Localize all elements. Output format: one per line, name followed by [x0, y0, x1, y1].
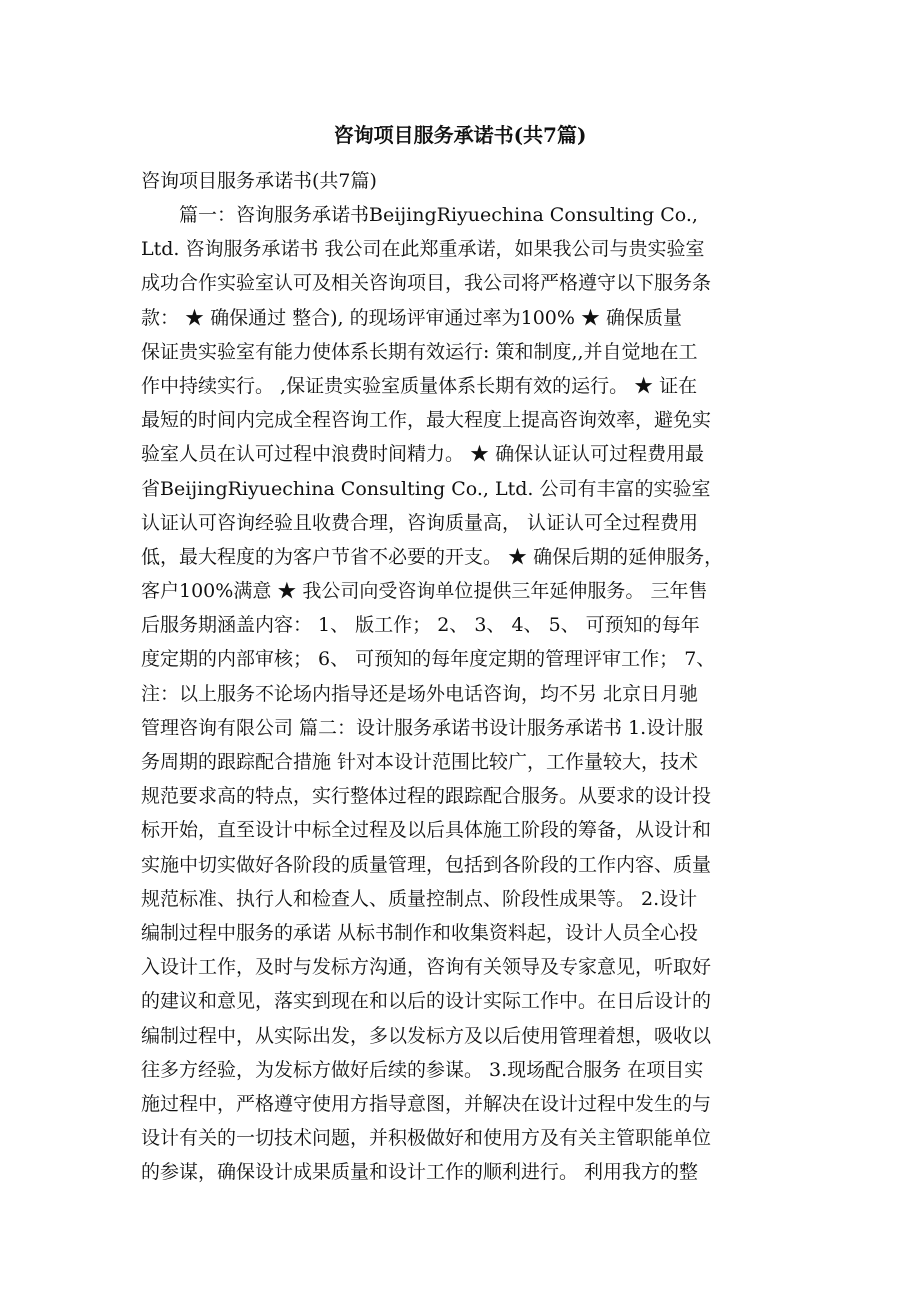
body-line: 入设计工作，及时与发标方沟通，咨询有关领导及专家意见，听取好: [141, 956, 712, 979]
body-line: 规范要求高的特点，实行整体过程的跟踪配合服务。从要求的设计投: [141, 785, 712, 808]
body-line: 设计有关的一切技术问题，并积极做好和使用方及有关主管职能单位: [141, 1127, 712, 1150]
body-line: 往多方经验，为发标方做好后续的参谋。 3.现场配合服务 在项目实: [141, 1058, 704, 1081]
body-line: 的建议和意见，落实到现在和以后的设计实际工作中。在日后设计的: [141, 990, 712, 1013]
body-line: 务周期的跟踪配合措施 针对本设计范围比较广，工作量较大，技术: [141, 751, 699, 773]
body-line: 验室人员在认可过程中浪费时间精力。 ★ 确保认证认可过程费用最: [141, 443, 705, 466]
document-body: [141, 198, 786, 1189]
body-line: 款： ★ 确保通过 整合), 的现场评审通过率为100% ★ 确保质量: [141, 306, 683, 329]
document-title: 咨询项目服务承诺书(共7篇): [333, 123, 587, 147]
body-line: 的参谋，确保设计成果质量和设计工作的顺利进行。 利用我方的整: [141, 1161, 699, 1184]
body-line: 最短的时间内完成全程咨询工作，最大程度上提高咨询效率，避免实: [141, 409, 712, 432]
body-line: 认证认可咨询经验且收费合理，咨询质量高， 认证认可全过程费用: [141, 511, 699, 534]
body-line: 作中持续实行。 ,保证贵实验室质量体系长期有效的运行。 ★ 证在: [141, 374, 698, 397]
body-line: 后服务期涵盖内容： 1、 版工作； 2、 3、 4、 5、 可预知的每年: [141, 614, 700, 637]
body-line: 施过程中，严格遵守使用方指导意图，并解决在设计过程中发生的与: [141, 1092, 712, 1115]
body-line: Ltd. 咨询服务承诺书 我公司在此郑重承诺，如果我公司与贵实验室: [141, 238, 705, 261]
body-line: 篇一：咨询服务承诺书BeijingRiyuechina Consulting Co.,: [141, 204, 698, 226]
body-line: 客户100%满意 ★ 我公司向受咨询单位提供三年延伸服务。 三年售: [141, 580, 708, 603]
body-line: 省BeijingRiyuechina Consulting Co., Ltd. 公司有丰富的实验室: [141, 477, 711, 500]
body-line: 标开始，直至设计中标全过程及以后具体施工阶段的筹备，从设计和: [141, 819, 712, 842]
document-subtitle: 咨询项目服务承诺书(共7篇): [141, 170, 377, 192]
body-line: 实施中切实做好各阶段的质量管理，包括到各阶段的工作内容、质量: [141, 853, 712, 876]
body-line: 保证贵实验室有能力使体系长期有效运行: 策和制度,,并自觉地在工: [141, 340, 698, 363]
body-line: 低，最大程度的为客户节省不必要的开支。 ★ 确保后期的延伸服务，: [141, 545, 724, 568]
body-line: 管理咨询有限公司 篇二：设计服务承诺书设计服务承诺书 1.设计服: [141, 716, 704, 739]
body-line: 度定期的内部审核； 6、 可预知的每年度定期的管理评审工作； 7、: [141, 648, 716, 671]
body-line: 编制过程中服务的承诺 从标书制作和收集资料起，设计人员全心投: [141, 921, 699, 944]
body-line: 成功合作实验室认可及相关咨询项目，我公司将严格遵守以下服务条: [141, 272, 712, 295]
body-line: 注：以上服务不论场内指导还是场外电话咨询，均不另 北京日月驰: [141, 682, 699, 705]
body-line: 编制过程中，从实际出发，多以发标方及以后使用管理着想，吸收以: [141, 1024, 712, 1047]
body-line: 规范标准、执行人和检查人、质量控制点、阶段性成果等。 2.设计: [141, 887, 698, 910]
